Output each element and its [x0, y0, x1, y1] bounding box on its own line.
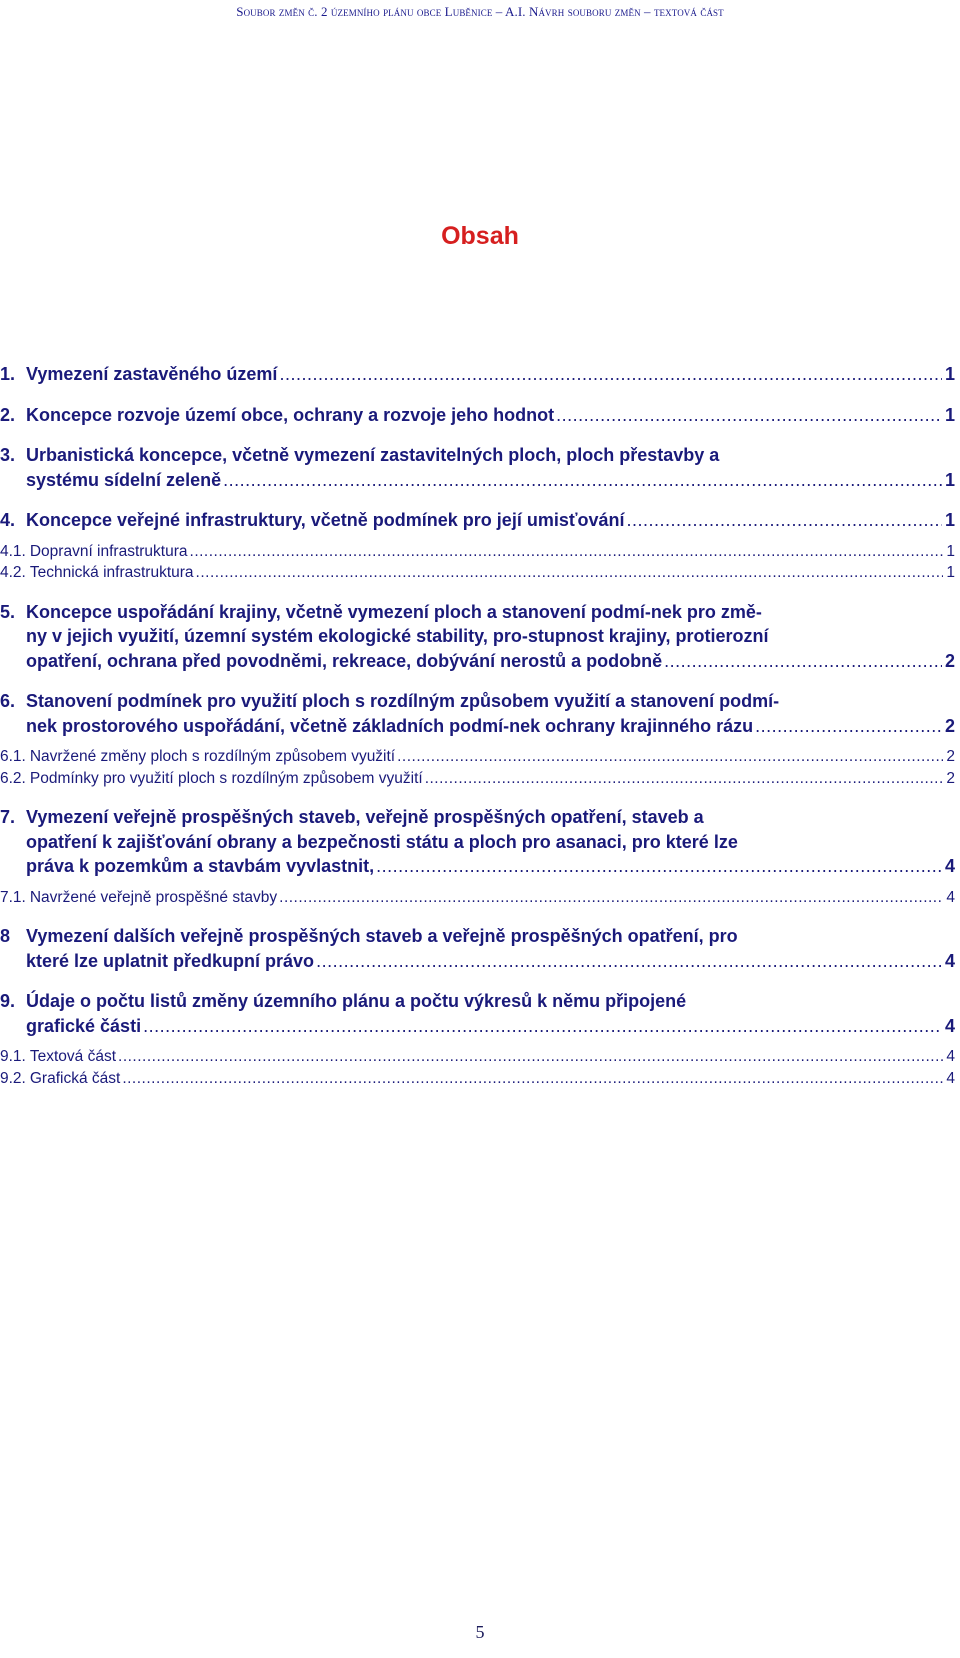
toc-entry-title: které lze uplatnit předkupní právo: [26, 950, 315, 971]
toc-subentry[interactable]: [0, 887, 955, 909]
toc-entry-title: Grafická část: [29, 1069, 121, 1087]
dot-leader: [316, 949, 942, 974]
dot-leader: [279, 887, 943, 909]
toc-subentry[interactable]: [0, 1068, 955, 1090]
toc-entry-number: 6.2.: [0, 769, 26, 787]
toc-entry-title: Koncepce veřejné infrastruktury, včetně podmínek pro její umisťování: [26, 510, 625, 530]
toc-entry-title: Vymezení dalších veřejně prospěšných staveb a veřejně prospěšných opatření, pro: [26, 926, 738, 946]
toc-page-number: 4: [946, 1048, 955, 1065]
toc-entry-title: Navržené změny ploch s rozdílným způsobem využití: [29, 748, 396, 765]
toc-entry-title: Koncepce uspořádání krajiny, včetně vymezení ploch a stanovení podmí-nek pro změ-: [26, 601, 762, 622]
toc-entry-title: ny v jejich využití, územní systém ekologické stability, pro-stupnost krajiny, protierozní: [26, 626, 769, 646]
toc-entry[interactable]: [0, 443, 955, 492]
toc-entry-number: 1.: [0, 364, 16, 384]
dot-leader: [223, 468, 942, 493]
toc-title: Obsah: [441, 222, 519, 250]
page-number: 5: [475, 1622, 485, 1642]
toc-entry-title: Navržené veřejně prospěšné stavby: [29, 888, 278, 906]
dot-leader: [196, 562, 944, 584]
toc-entry[interactable]: [0, 989, 955, 1038]
toc-entry-number: 9.: [0, 991, 16, 1011]
toc-page-number: 1: [944, 364, 955, 384]
dot-leader: [279, 362, 942, 387]
toc-page-number: 1: [944, 404, 955, 425]
toc-entry-number: 9.1.: [0, 1048, 26, 1065]
toc-entry-number: 6.1.: [0, 748, 26, 765]
toc-entry-number: 9.2.: [0, 1069, 26, 1087]
toc-page-number: 4: [944, 950, 955, 971]
toc-entry-title: grafické části: [26, 1015, 142, 1036]
toc-entry-number: 8: [0, 926, 11, 946]
toc-page-number: 4: [946, 1069, 955, 1087]
toc-page-number: 4: [946, 888, 955, 906]
toc-entry-title: nek prostorového uspořádání, včetně základních podmí-nek ochrany krajinného rázu: [26, 715, 754, 736]
toc-entry-number: 3.: [0, 445, 16, 465]
toc-entry[interactable]: [0, 362, 955, 387]
table-of-contents: [0, 362, 955, 1089]
dot-leader: [755, 714, 942, 739]
toc-entry[interactable]: [0, 689, 955, 738]
toc-page-number: 1: [946, 564, 955, 581]
toc-entry-title: Vymezení zastavěného území: [26, 364, 278, 384]
toc-entry-number: 4.: [0, 510, 16, 530]
running-header: Soubor změn č. 2 územního plánu obce Luběnice – A.I. Návrh souboru změn – textová část: [236, 4, 724, 19]
dot-leader: [425, 768, 944, 790]
toc-subentry[interactable]: [0, 746, 955, 768]
toc-page-number: 2: [944, 650, 955, 671]
toc-entry-title: Stanovení podmínek pro využití ploch s rozdílným způsobem využití a stanovení podmí-: [26, 691, 780, 711]
toc-entry[interactable]: [0, 600, 955, 674]
dot-leader: [376, 854, 942, 879]
toc-entry[interactable]: [0, 924, 955, 973]
toc-entry-number: 6.: [0, 691, 16, 711]
dot-leader: [143, 1014, 942, 1039]
toc-subentry[interactable]: [0, 562, 955, 584]
toc-entry-number: 7.1.: [0, 888, 26, 906]
toc-entry-title: opatření k zajišťování obrany a bezpečnosti státu a ploch pro asanaci, pro které lze: [26, 831, 738, 852]
toc-subentry[interactable]: [0, 768, 955, 790]
toc-entry[interactable]: [0, 805, 955, 879]
toc-page-number: 1: [946, 542, 955, 560]
toc-page-number: 4: [944, 856, 955, 876]
toc-entry-title: systému sídelní zeleně: [26, 469, 222, 490]
dot-leader: [626, 508, 942, 533]
toc-entry-number: 7.: [0, 807, 16, 827]
dot-leader: [118, 1046, 943, 1068]
toc-entry-title: Urbanistická koncepce, včetně vymezení zastavitelných ploch, ploch přestavby a: [26, 445, 720, 465]
toc-entry-number: 4.1.: [0, 542, 26, 560]
toc-entry-title: Vymezení veřejně prospěšných staveb, veřejně prospěšných opatření, staveb a: [26, 807, 704, 827]
toc-page-number: 2: [946, 748, 955, 765]
dot-leader: [397, 746, 943, 768]
toc-subentry[interactable]: [0, 541, 955, 563]
toc-page-number: 1: [944, 510, 955, 530]
toc-entry-title: Údaje o počtu listů změny územního plánu a počtu výkresů k němu připojené: [26, 991, 687, 1011]
toc-entry[interactable]: [0, 508, 955, 533]
toc-page-number: 2: [946, 769, 955, 787]
toc-page-number: 4: [944, 1015, 955, 1036]
toc-entry[interactable]: [0, 403, 955, 428]
toc-page-number: 1: [944, 469, 955, 490]
dot-leader: [664, 649, 942, 674]
toc-entry-title: Dopravní infrastruktura: [29, 542, 188, 560]
toc-subentry[interactable]: [0, 1046, 955, 1068]
toc-entry-title: Koncepce rozvoje území obce, ochrany a rozvoje jeho hodnot: [26, 404, 555, 425]
toc-entry-title: Textová část: [29, 1048, 117, 1065]
dot-leader: [190, 541, 944, 563]
toc-entry-number: 2.: [0, 404, 16, 425]
toc-entry-title: opatření, ochrana před povodněmi, rekreace, dobývání nerostů a podobně: [26, 650, 663, 671]
dot-leader: [122, 1068, 943, 1090]
toc-entry-title: Technická infrastruktura: [29, 564, 194, 581]
toc-entry-title: práva k pozemkům a stavbám vyvlastnit,: [26, 856, 375, 876]
toc-entry-title: Podmínky pro využití ploch s rozdílným způsobem využití: [29, 769, 423, 787]
dot-leader: [556, 403, 942, 428]
toc-entry-number: 5.: [0, 601, 16, 622]
toc-page-number: 2: [944, 715, 955, 736]
toc-entry-number: 4.2.: [0, 564, 26, 581]
